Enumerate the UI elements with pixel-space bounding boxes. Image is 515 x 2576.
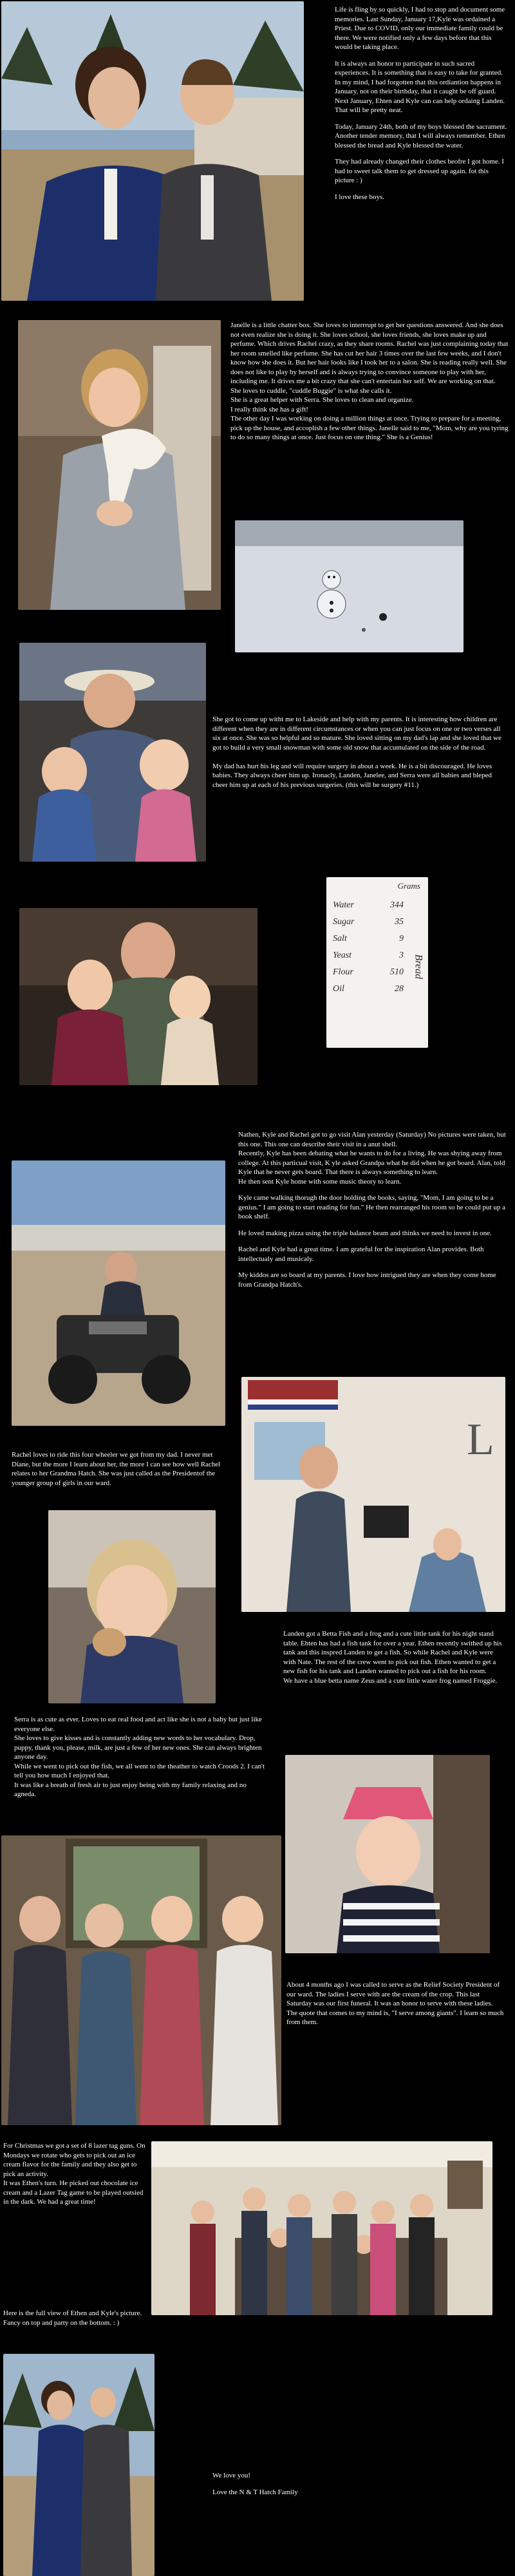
paragraph: Life is fling by so quickly, I had to stop and document some memories. Last Sunday, January 17,Kyle was ordained a Priest. Due to COVID, only our immediate family could be there. We were notified only a few days before that this would be taking place. bbox=[335, 6, 505, 52]
recipe-line bbox=[333, 967, 404, 978]
photo-serra-bucket-hat bbox=[285, 1755, 490, 1953]
recipe-line bbox=[333, 917, 404, 927]
recipe-qty: 28 bbox=[395, 984, 404, 994]
section-janelle-text: Janelle is a little chatter box. She loves to interrrupt to get her questions answered. And she does not even realize she is doing it. She loves school, she loves friends, she loves make up and perfume. Which drives Rachel crazy, as they share rooms. Rachel was just complaining today that her room smelled like perfume. She has cut her hair 3 times over the last few weeks, and I don't know how she does it. But her hair looks like I took her to a salon. She is reading really well. She does not like to play by herself and is always trying to convince someone to play with her, including me. It drives me a bit crazy that she can't entertain her self. We are working on that. She loves to cuddle, "cuddle Buggie" is what she calls it. She is a great helper with Serra. She loves to clean and organize. I really think she has a gift! The other day I was working on doing a million things at once. Trying to prepare for a meeting, pick up the house, and accoplish a few other things. Janelle said to me, "Mom, why are you tyring to do so many things at once. Just focus on one thing." She is a Genius! bbox=[230, 321, 509, 442]
photo-family-lazer-tag bbox=[151, 2141, 492, 2315]
paragraph: Today, January 24th, both of my boys blessed the sacrament. Another tender memory, that I will always remember. Ethen blessed the bread and Kyle blessed the water. bbox=[335, 122, 507, 149]
closing-line-1: We love you! bbox=[212, 2472, 250, 2479]
bread-recipe-card bbox=[326, 877, 428, 1048]
photo-grandpa-truck bbox=[19, 643, 206, 862]
paragraph: They had already changed their clothes beofre I got home. I had to sweet talk them to get dressed up again. fot this picture : ) bbox=[335, 158, 504, 185]
recipe-side-label: Bread bbox=[413, 954, 424, 980]
photo-relief-society-ladies bbox=[1, 1835, 281, 2125]
paragraph: My kiddos are so board at my parents. I love how intrigued they are when they come home from Grandpa Hatch's. bbox=[238, 1271, 496, 1289]
section-full-view-text: Here is the full view of Ethen and Kyle's picture. Fancy on top and party on the bottom. : ) bbox=[3, 2309, 142, 2327]
recipe-header: Grams bbox=[397, 881, 420, 891]
recipe-item: Salt bbox=[333, 934, 347, 943]
paragraph: Nathen, Kyle and Rachel got to go visit Alan yesterday (Saturday) No pictures were taken, but this one. This one can describe their visit in a anut shell. Recently, Kyle has been debating what he wants to do for a living. He was shying away from college. At this particual visit, K yle asked Grandpa what he did when he got board. Alan, told Kyle that he never gets board. That there is always something to learn. He then sent Kyle home with some music theory to learn. bbox=[238, 1131, 506, 1186]
section-fish-text: Landen got a Betta Fish and a frog and a cute little tank for his night stand table. Ehten has had a fish tank for over a year. Ethen recently swithed up his tank and this inspred Landen to get a fish. So while Rachel and Kyle were with Nate. The rest of the crew went to pick out fish. Ethen wanted to get a new fish for his tank and Landen wanted to pick out a fish for his room. We have a blue betta name Zeus and a cute little water frog named Froggie. bbox=[283, 1630, 502, 1685]
photo-grandpa-girls bbox=[19, 908, 258, 1085]
section-lazer-tag-text: For Christmas we got a set of 8 lazer tag guns. On Mondays we rotate who gets to pick out an ice cream flavor for the family and they also get to pick an activity. It was Ethen's turn. He picked out chocolate ice cream and a Lazer Tag game to be played outsied in the dark. We had a great time! bbox=[3, 2142, 145, 2206]
paragraph: I love these boys. bbox=[335, 193, 384, 201]
section-relief-society-text: About 4 months ago I was called to serve as the Relief Society President of our ward. The ladies I serve with are the cream of the crop. This last Saturday was our first funeral. It was an honor to serve with these ladies. The quote that comes to my mind is, "I serve among giants". I learn so much from them. bbox=[286, 1981, 504, 2027]
recipe-line bbox=[333, 984, 404, 994]
recipe-lines bbox=[333, 894, 404, 1001]
photo-four-wheeler bbox=[12, 1160, 225, 1426]
closing-line-2: Love the N & T Hatch Family bbox=[212, 2488, 298, 2496]
recipe-line bbox=[333, 934, 404, 944]
recipe-qty: 3 bbox=[399, 951, 404, 960]
recipe-item: Water bbox=[333, 900, 354, 910]
svg-text:L: L bbox=[467, 1415, 494, 1464]
recipe-line bbox=[333, 951, 404, 961]
photo-janelle bbox=[18, 320, 221, 610]
section-serra-text: Serra is as cute as ever. Loves to eat real food and act like she is not a baby but just like everyone else. She loves to give kisses and is constantly adding new words to her vocabulary. Drop, puppy, thank you, please, milk, are just a few of her new ones. She can always brighten anyone day. While we went to pick out the fish, we all went to the theather to watch Croods 2. I can't tell you how much I enjoyed that. It was like a breath of fresh air to just enjoy being with my family relaxing and no agneda. bbox=[14, 1716, 265, 1799]
section-priest-text bbox=[335, 5, 507, 209]
recipe-item: Oil bbox=[333, 984, 344, 994]
recipe-line bbox=[333, 900, 404, 911]
closing-text bbox=[212, 2471, 406, 2504]
recipe-item: Sugar bbox=[333, 917, 355, 927]
section-rachel-text: Rachel loves to ride this four wheeler we got from my dad. I never met Diane, but the more I learn about her, the more I can see how well Rachel relates to her Grandma Hatch. She was just called as the Presidentof the younger group of girls in our ward. bbox=[12, 1451, 221, 1487]
photo-serra-eating bbox=[48, 1510, 216, 1703]
paragraph: Rachel and Kyle had a great time. I am grateful for the inspiration Alan provides. Both intellectualy and musicaly. bbox=[238, 1245, 484, 1263]
recipe-item: Yeast bbox=[333, 951, 352, 960]
paragraph: Kyle came walking thorugh the door holding the books, saying, "Mom, I am going to be a genius." I am going to start reading for fun." He then rearranged his room so he could put up a book shelf. bbox=[238, 1194, 505, 1221]
recipe-qty: 35 bbox=[395, 917, 404, 927]
recipe-qty: 510 bbox=[390, 967, 404, 977]
photo-two-boys-top bbox=[1, 1, 304, 301]
section-lakeside-text: She got to come up witht me to Lakeside and help with my parents. It is interesting how children are different when they are in different circumstances or when you can just focus on one or two verses all six at once. She was so helpful and so mature. She loved sitting on my dad's lap and she loved that we got to build a very small snowman with some old snow that accumulated on the side of the road. My dad has hurt his leg and will require surgery in about a week. He is a bit discouraged. He loves babies. They always cheer him up. Ironacly, Landen, Janelee, and Serra were all babies and bleped cheer him up at each of his previous surgeries. (this will be surgery #11.) bbox=[212, 715, 501, 789]
recipe-qty: 9 bbox=[399, 934, 404, 943]
recipe-qty: 344 bbox=[390, 900, 404, 910]
paragraph: He loved making pizza using the triple balance beam and thinks we need to invest in one. bbox=[238, 1229, 492, 1237]
photo-fish-tank bbox=[241, 1377, 505, 1612]
photo-snowman bbox=[235, 520, 464, 652]
recipe-item: Flour bbox=[333, 967, 353, 977]
paragraph: It is always an honor to participate in such sacred experiences. It is something that is easy to take for granted. In my mind, I had forgotten that this ordiantion happens in January, not on their birthday, that it caught be off guard. Next January, Ehten and Kyle can can help ordaing Landen. That will be pretty neat. bbox=[335, 59, 505, 115]
photo-two-boys-full bbox=[3, 2354, 154, 2576]
section-alan-text bbox=[238, 1130, 509, 1296]
